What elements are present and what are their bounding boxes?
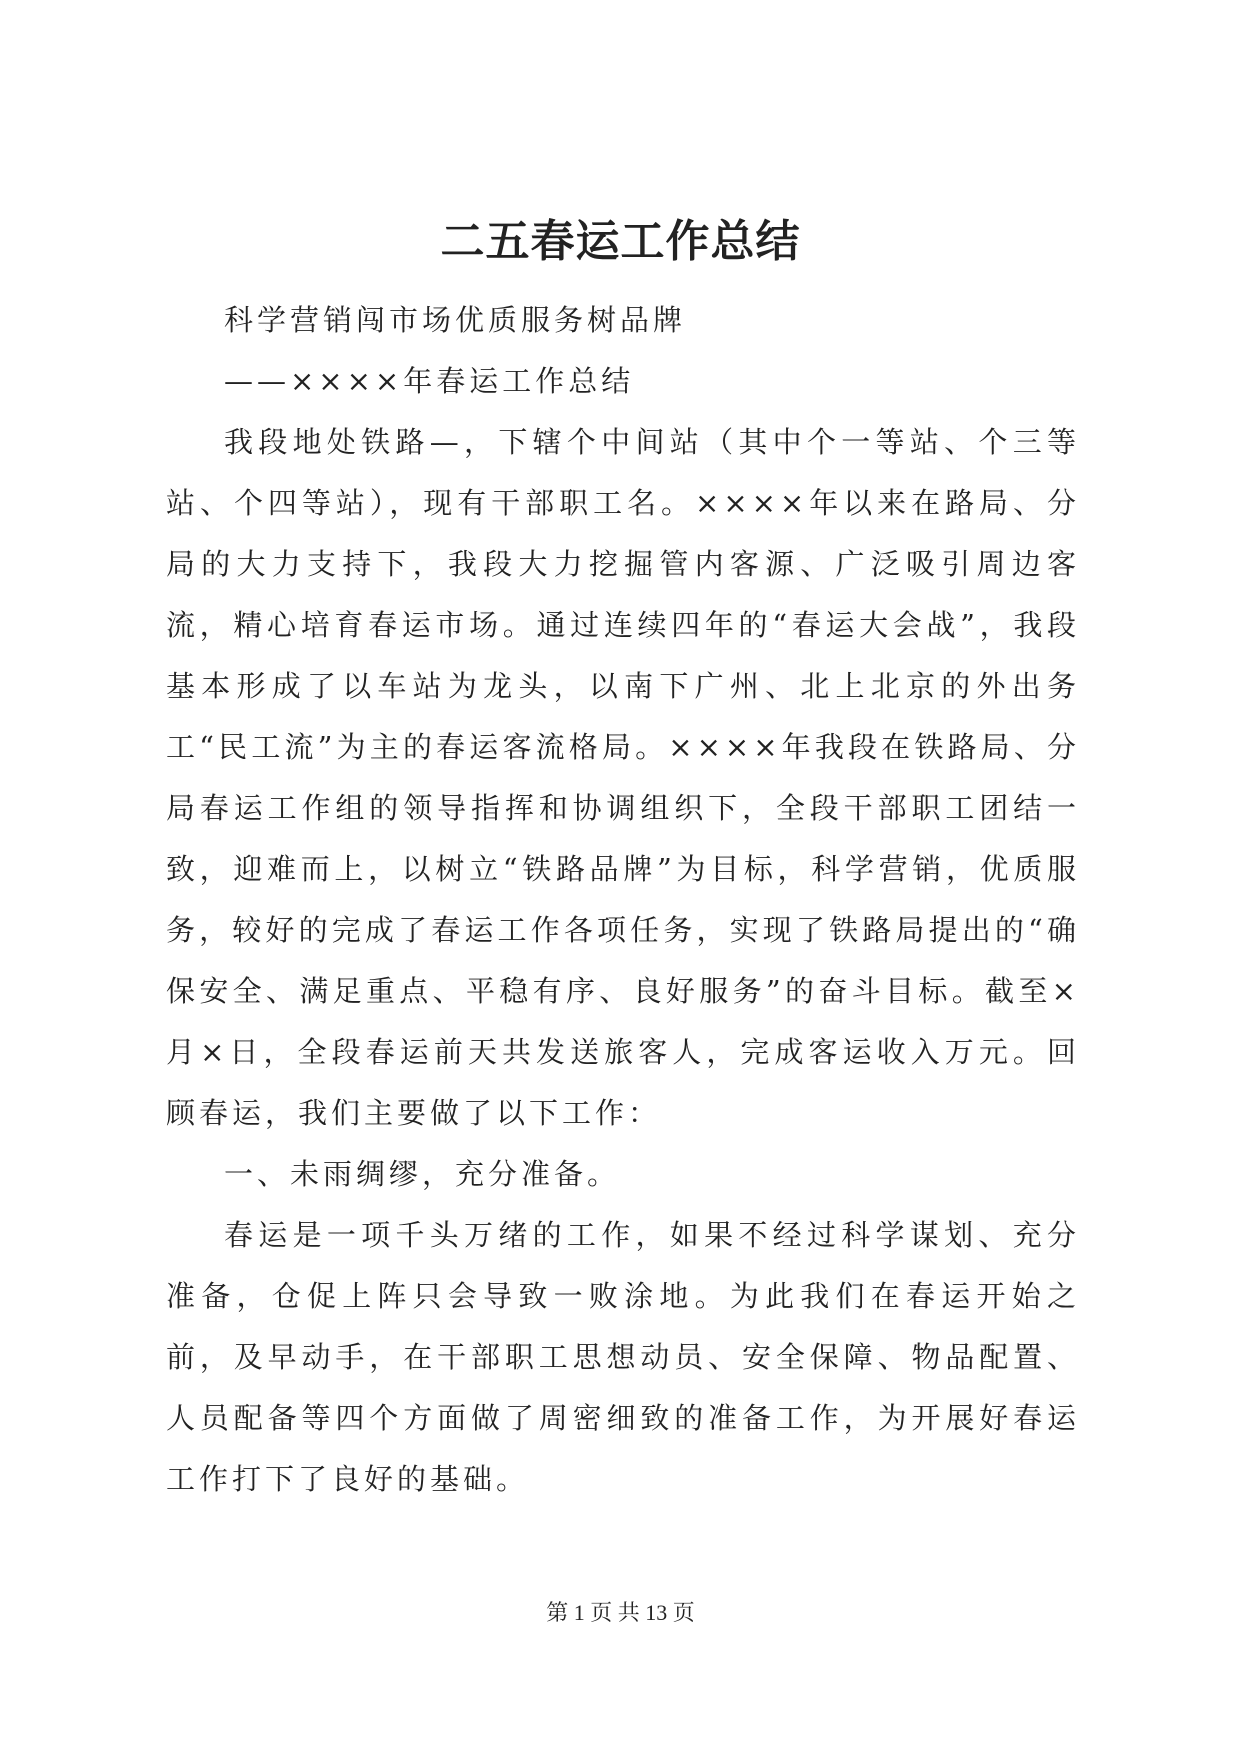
page-number-footer: 第 1 页 共 13 页 <box>546 1600 695 1625</box>
document-title: 二五春运工作总结 <box>440 216 801 267</box>
section-heading: 一、未雨绸缪，充分准备。 <box>224 1157 621 1191</box>
body-paragraph: 春运是一项千头万绪的工作，如果不经过科学谋划、充分准备，仓促上阵只会导致一败涂地。为此我们在春运开始之前，及早动手，在干部职工思想动员、安全保障、物品配置、人员配备等四个方面做了周密细致的准备工作，为开展好春运工作打下了良好的基础。 <box>166 1218 1080 1496</box>
subtitle-line: 科学营销闯市场优质服务树品牌 <box>224 303 687 337</box>
document-body <box>166 290 1080 1510</box>
subtitle-dash-line: ——××××年春运工作总结 <box>224 364 635 398</box>
body-paragraph: 我段地处铁路—，下辖个中间站（其中个一等站、个三等站、个四等站），现有干部职工名。××××年以来在路局、分局的大力支持下，我段大力挖掘管内客源、广泛吸引周边客流，精心培育春运市场。通过连续四年的“春运大会战”，我段基本形成了以车站为龙头，以南下广州、北上北京的外出务工“民工流”为主的春运客流格局。××××年我段在铁路局、分局春运工作组的领导指挥和协调组织下，全段干部职工团结一致，迎难而上，以树立“铁路品牌”为目标，科学营销，优质服务，较好的完成了春运工作各项任务，实现了铁路局提出的“确保安全、满足重点、平稳有序、良好服务”的奋斗目标。截至×月×日，全段春运前天共发送旅客人，完成客运收入万元。回顾春运，我们主要做了以下工作： <box>166 425 1080 1130</box>
